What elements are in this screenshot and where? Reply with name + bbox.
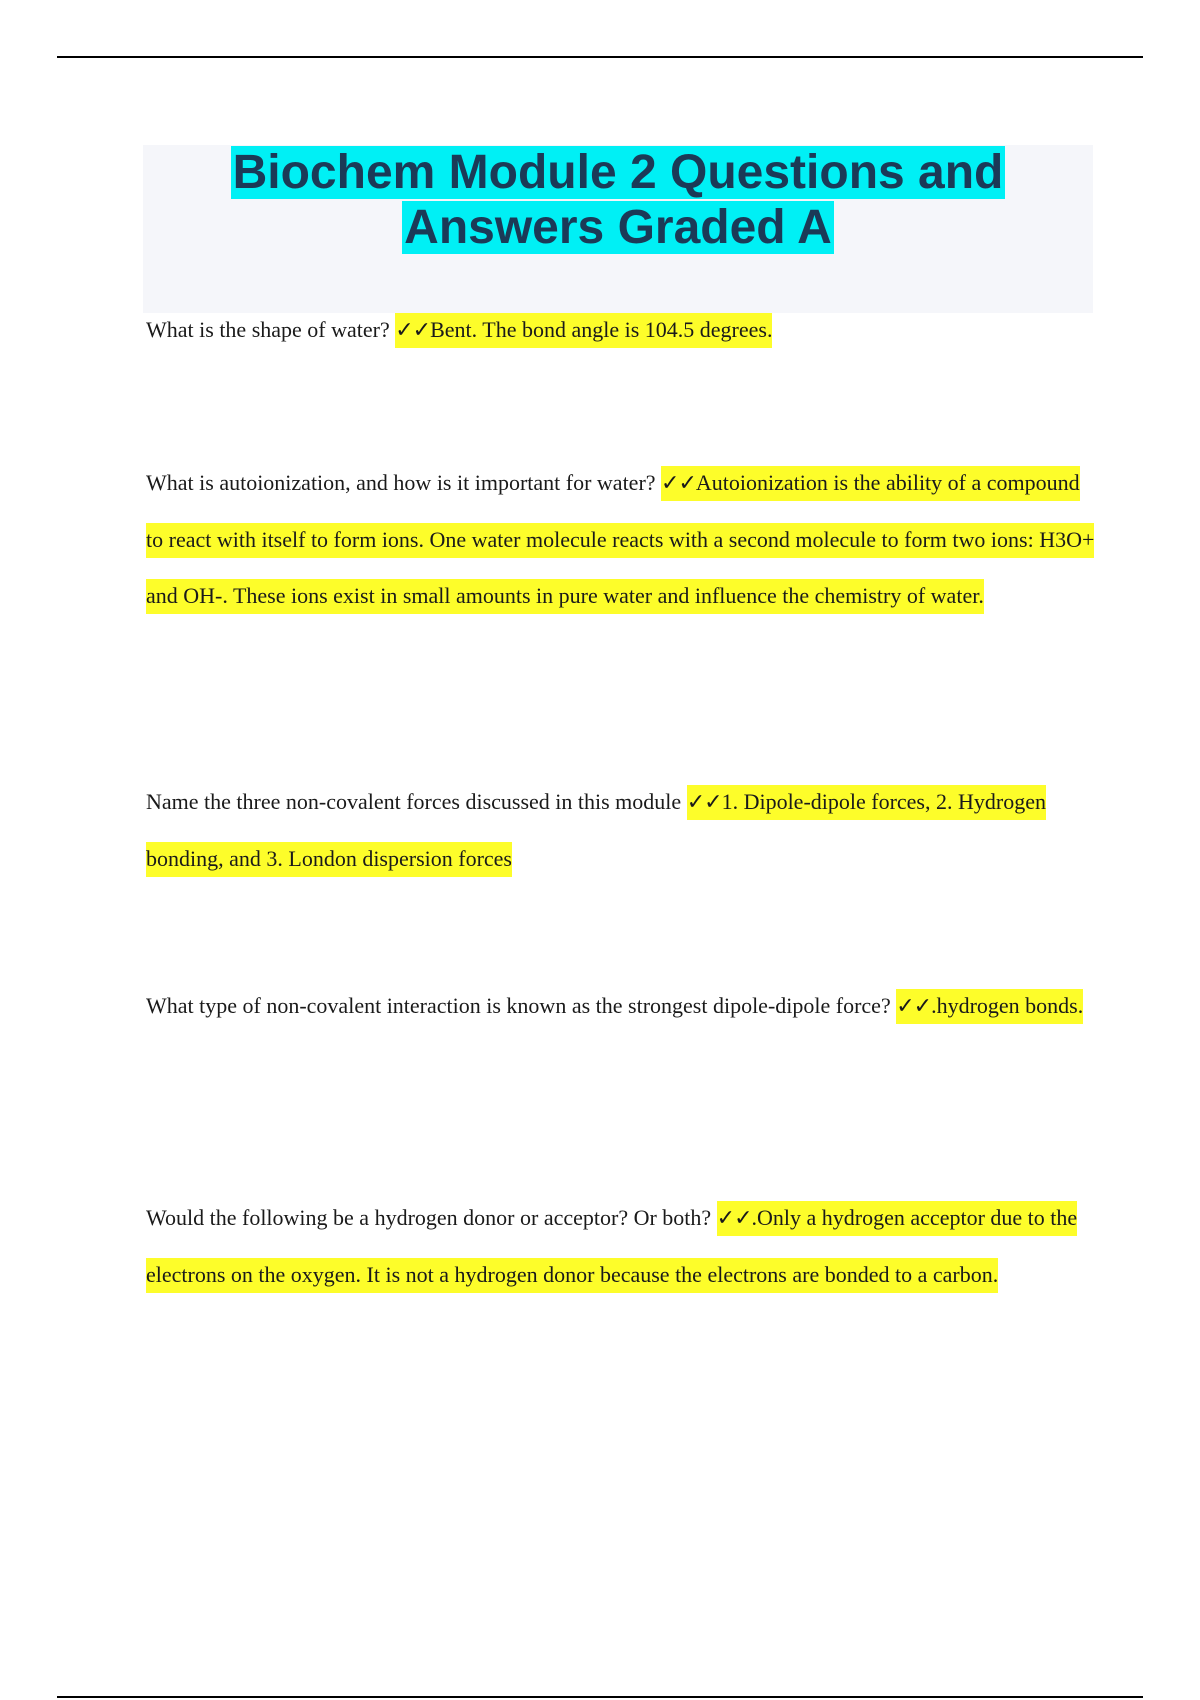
question-text: What is autoionization, and how is it important for water? [146, 470, 656, 495]
title-block [143, 145, 1093, 313]
double-check-icon: ✓✓ [661, 471, 696, 496]
answer-text: .hydrogen bonds. [931, 993, 1084, 1018]
qa-item [146, 1190, 1096, 1303]
title-line-2: Answers Graded A [404, 201, 832, 254]
question-text: Name the three non-covalent forces discussed in this module [146, 789, 682, 814]
answer-text: Autoionization is the ability of a compound to react with itself to form ions. One water molecule reacts with a second molecule to form two ions: H3O+ and OH-. These ions exist in small amounts in pure water and influence the chemistry of water. [146, 470, 1095, 608]
question-text: Would the following be a hydrogen donor or acceptor? Or both? [146, 1205, 712, 1230]
answer-highlight [395, 313, 772, 348]
answer-text: .Only a hydrogen acceptor due to the electrons on the oxygen. It is not a hydrogen donor because the electrons are bonded to a carbon. [146, 1205, 1078, 1287]
bottom-rule [57, 1696, 1143, 1698]
answer-text: Bent. The bond angle is 104.5 degrees. [430, 317, 773, 342]
qa-item [146, 774, 1096, 887]
double-check-icon: ✓✓ [686, 790, 722, 815]
page-title [143, 145, 1093, 255]
question-text: What is the shape of water? [146, 317, 390, 342]
double-check-icon: ✓✓ [395, 318, 431, 343]
qa-item [146, 302, 1096, 359]
qa-item [146, 978, 1096, 1035]
answer-highlight [896, 989, 1083, 1024]
qa-item [146, 455, 1096, 624]
title-line-1: Biochem Module 2 Questions and [232, 146, 1004, 199]
question-text: What type of non-covalent interaction is known as the strongest dipole-dipole force? [146, 993, 891, 1018]
double-check-icon: ✓✓ [896, 994, 932, 1019]
answer-text: 1. Dipole-dipole forces, 2. Hydrogen bonding, and 3. London dispersion forces [146, 789, 1046, 871]
top-rule [57, 56, 1143, 58]
double-check-icon: ✓✓ [716, 1206, 752, 1231]
